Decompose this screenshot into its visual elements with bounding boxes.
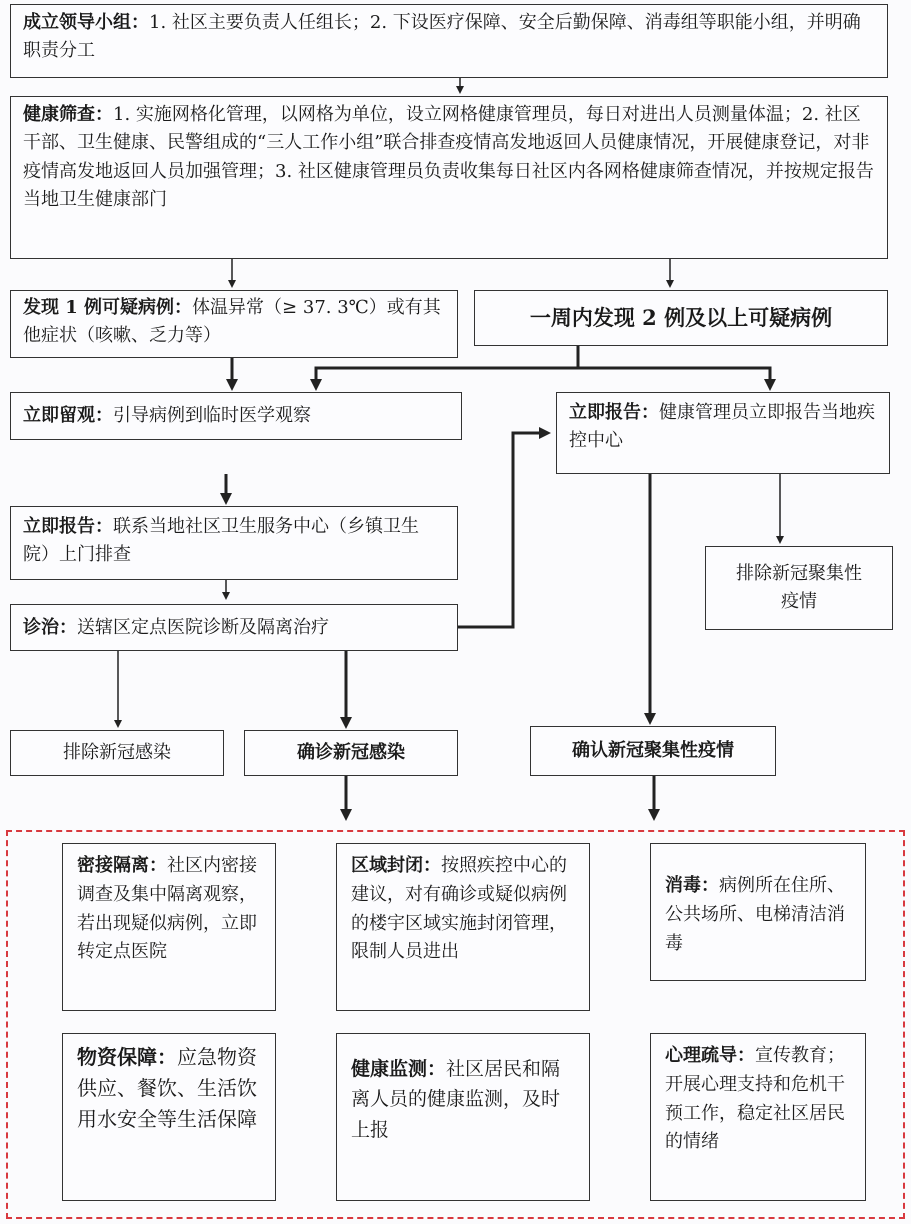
report-cdc-text: 健康管理员立即报告当地疾控中心 <box>569 402 875 451</box>
one-case-box <box>10 290 458 358</box>
arrow-multicase-report <box>578 368 770 388</box>
contacts-text: 社区内密接调查及集中隔离观察，若出现疑似病例，立即转定点医院 <box>77 855 257 963</box>
report-cdc-box <box>556 392 890 474</box>
exclude-infection-text: 排除新冠感染 <box>63 742 171 764</box>
measure-contacts <box>62 843 276 1011</box>
report-center-text: 联系当地社区卫生服务中心（乡镇卫生院）上门排查 <box>23 516 419 565</box>
observe-text: 引导病例到临时医学观察 <box>113 405 311 427</box>
report-center-box <box>10 506 458 580</box>
counsel-text: 宣传教育；开展心理支持和危机干预工作，稳定社区居民的情绪 <box>665 1045 845 1153</box>
one-case-text: 体温异常（≥ 37. 3℃）或有其他症状（咳嗽、乏力等） <box>23 297 441 346</box>
measure-disinfect <box>650 843 866 981</box>
one-case-title: 发现 1 例可疑病例： <box>23 297 193 318</box>
exclude-cluster-text: 排除新冠聚集性疫情 <box>736 563 862 612</box>
monitoring-text: 社区居民和隔离人员的健康监测，及时上报 <box>351 1058 561 1141</box>
confirm-cluster-text: 确认新冠聚集性疫情 <box>572 740 734 762</box>
confirmed-box <box>244 730 458 776</box>
confirmed-text: 确诊新冠感染 <box>297 742 405 764</box>
exclude-infection-box <box>10 730 224 776</box>
supplies-title: 物资保障： <box>77 1045 177 1069</box>
leadership-box <box>10 4 888 78</box>
treat-text: 送辖区定点医院诊断及隔离治疗 <box>77 616 329 638</box>
screening-box <box>10 96 888 259</box>
multi-case-text: 一周内发现 2 例及以上可疑病例 <box>529 304 833 330</box>
treat-title: 诊治： <box>23 616 77 638</box>
measure-monitoring <box>336 1033 590 1201</box>
confirm-cluster-box <box>530 726 776 776</box>
observe-title: 立即留观： <box>23 405 113 427</box>
leadership-title: 成立领导小组： <box>23 12 149 33</box>
supplies-text: 应急物资供应、餐饮、生活饮用水安全等生活保障 <box>77 1045 257 1131</box>
leadership-text: 1. 社区主要负责人任组长；2. 下设医疗保障、安全后勤保障、消毒组等职能小组，并明确职责分工 <box>23 12 861 61</box>
measure-counsel <box>650 1033 866 1201</box>
closure-title: 区域封闭： <box>351 855 441 876</box>
exclude-cluster-box <box>705 546 893 630</box>
screening-title: 健康筛查： <box>23 104 113 125</box>
screening-text: 1. 实施网格化管理，以网格为单位，设立网格健康管理员，每日对进出人员测量体温；2. 社区干部、卫生健康、民警组成的“三人工作小组”联合排查疫情高发地返回人员健康情况，开展健康登记，对非疫情高发地返回人员加强管理；3. 社区健康管理员负责收集每日社区内各网格健康筛查情况，并按规定报告当地卫生健康部门 <box>23 104 874 211</box>
counsel-title: 心理疏导： <box>665 1045 755 1066</box>
disinfect-text: 病例所在住所、公共场所、电梯清洁消毒 <box>665 875 845 954</box>
measure-closure <box>336 843 590 1011</box>
treat-box <box>10 604 458 651</box>
arrow-treat-cdc <box>458 433 548 627</box>
report-center-title: 立即报告： <box>23 516 113 537</box>
multi-case-box <box>474 290 888 346</box>
disinfect-title: 消毒： <box>665 875 719 896</box>
closure-text: 按照疾控中心的建议，对有确诊或疑似病例的楼宇区域实施封闭管理，限制人员进出 <box>351 855 567 963</box>
report-cdc-title: 立即报告： <box>569 402 659 423</box>
measure-supplies <box>62 1033 276 1201</box>
contacts-title: 密接隔离： <box>77 855 167 876</box>
monitoring-title: 健康监测： <box>351 1058 447 1080</box>
observe-box <box>10 392 462 440</box>
